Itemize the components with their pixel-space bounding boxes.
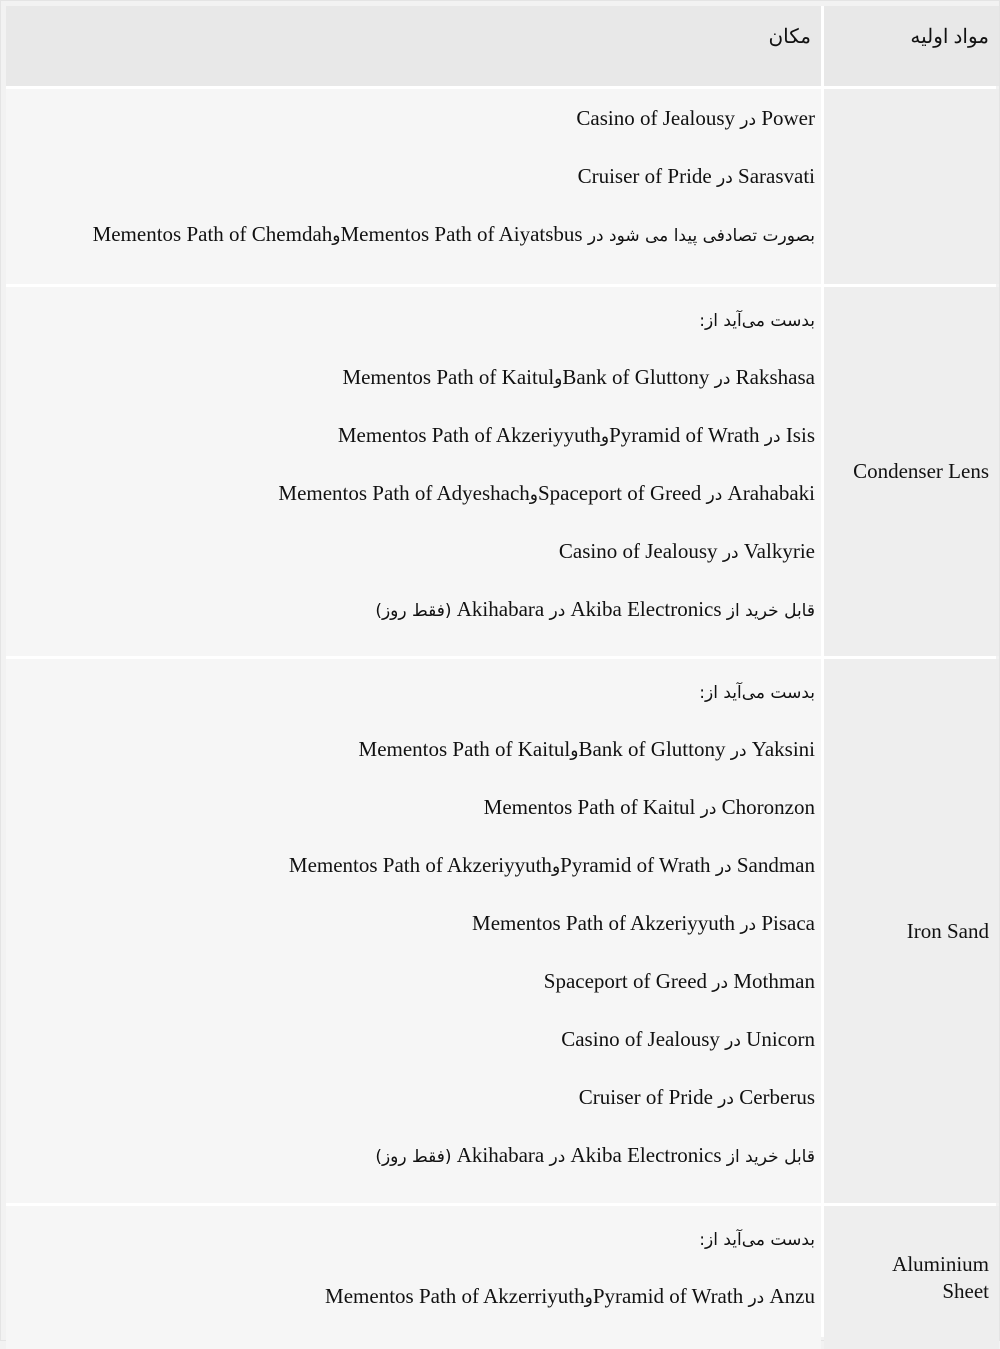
location-name: Spaceport of Greed [543, 969, 708, 993]
location-name: Pyramid of Wrath [560, 853, 711, 877]
persona-name: Rakshasa [735, 365, 815, 389]
store-name: Akiba Electronics [570, 1143, 722, 1167]
location-cell-row-1 [6, 287, 821, 656]
material-name: Condenser Lens [853, 459, 989, 483]
location-cell-row-3 [6, 1206, 821, 1349]
obtained-from-label [6, 676, 815, 706]
materials-table [6, 6, 996, 1337]
word-va: و [332, 226, 341, 246]
location-name: Mementos Path of Kaitul [358, 737, 571, 761]
header-material-label: مواد اولیه [910, 26, 989, 48]
location-name: Mementos Path of Akzeriyyuth [472, 911, 736, 935]
location-line [6, 420, 815, 450]
header-location-cell [6, 6, 821, 86]
intro-text: بدست می‌آید از: [699, 311, 815, 331]
word-va: و [554, 369, 563, 389]
purchasable-from-text: قابل خرید از [726, 601, 815, 621]
material-cell-row-1 [824, 287, 999, 656]
word-dar: در [764, 427, 781, 447]
location-line [6, 734, 815, 764]
location-name: Mementos Path of Chemdah [92, 222, 333, 246]
day-only-note: (فقط روز) [375, 1147, 452, 1167]
persona-name: Power [761, 106, 815, 130]
location-name: Pyramid of Wrath [609, 423, 760, 447]
location-cell-row-2 [6, 659, 821, 1203]
word-dar: در [716, 168, 733, 188]
word-dar: در [740, 915, 757, 935]
location-line [6, 219, 815, 249]
word-dar: در [706, 485, 723, 505]
word-dar: در [730, 741, 747, 761]
word-va: و [551, 857, 561, 877]
shop-line [6, 594, 815, 624]
location-name: Mementos Path of Kaitul [483, 795, 696, 819]
material-name: Iron Sand [906, 918, 989, 943]
material-name [892, 1251, 989, 1305]
header-location-label: مکان [768, 26, 811, 48]
word-dar: در [715, 857, 732, 877]
word-va: و [600, 427, 610, 447]
word-dar: در [748, 1288, 765, 1308]
area-name: Akihabara [456, 597, 545, 621]
word-dar: در [718, 1089, 734, 1109]
location-line [6, 161, 815, 191]
obtained-from-label [6, 1223, 815, 1253]
word-dar: در [725, 1031, 741, 1051]
location-line [6, 1024, 815, 1054]
header-material-cell [824, 6, 999, 86]
location-name: Bank of Gluttony [562, 365, 710, 389]
random-found-text: بصورت تصادفی پیدا می شود در [587, 226, 815, 246]
location-name: Cruiser of Pride [578, 1085, 713, 1109]
location-line [6, 1082, 815, 1112]
material-cell-row-0 [824, 89, 999, 284]
persona-name: Valkyrie [743, 539, 815, 563]
persona-name: Pisaca [761, 911, 815, 935]
word-dar: در [549, 1147, 566, 1167]
word-dar: در [740, 110, 757, 130]
intro-text: بدست می‌آید از: [699, 683, 815, 703]
location-line [6, 1281, 815, 1311]
location-name: Mementos Path of Akzerriyuth [325, 1284, 585, 1308]
persona-name: Mothman [733, 969, 815, 993]
persona-name: Arahabaki [727, 481, 815, 505]
purchasable-from-text: قابل خرید از [726, 1147, 815, 1167]
persona-name: Sarasvati [738, 164, 815, 188]
word-va: و [570, 741, 579, 761]
material-name-line1: Aluminium [892, 1251, 989, 1276]
location-line [6, 103, 815, 133]
location-line [6, 850, 815, 880]
word-dar: در [700, 799, 717, 819]
persona-name: Isis [785, 423, 815, 447]
location-name: Pyramid of Wrath [592, 1284, 744, 1308]
persona-name: Cerberus [739, 1085, 815, 1109]
word-dar: در [722, 543, 739, 563]
location-name: Mementos Path of Kaitul [342, 365, 555, 389]
word-dar: در [712, 973, 729, 993]
intro-text: بدست می‌آید از: [699, 1230, 815, 1250]
location-name: Mementos Path of Adyeshach [278, 481, 530, 505]
word-va: و [529, 485, 538, 505]
location-line [6, 478, 815, 508]
word-dar: در [714, 369, 731, 389]
material-cell-row-2 [824, 659, 999, 1203]
location-name: Mementos Path of Aiyatsbus [340, 222, 583, 246]
location-line [6, 792, 815, 822]
location-line [6, 362, 815, 392]
location-line [6, 966, 815, 996]
location-name: Bank of Gluttony [578, 737, 726, 761]
word-dar: در [549, 601, 566, 621]
location-name: Casino of Jealousy [558, 539, 718, 563]
day-only-note: (فقط روز) [375, 601, 452, 621]
area-name: Akihabara [456, 1143, 545, 1167]
shop-line [6, 1140, 815, 1170]
location-name: Casino of Jealousy [576, 106, 736, 130]
location-line [6, 536, 815, 566]
location-cell-row-0 [6, 89, 821, 284]
material-name-line2: Sheet [942, 1278, 989, 1303]
location-name: Spaceport of Greed [537, 481, 702, 505]
location-name: Mementos Path of Akzeriyyuth [337, 423, 601, 447]
location-name: Mementos Path of Akzeriyyuth [288, 853, 552, 877]
location-name: Cruiser of Pride [577, 164, 712, 188]
persona-name: Anzu [769, 1284, 815, 1308]
word-va: و [584, 1288, 593, 1308]
persona-name: Yaksini [751, 737, 815, 761]
persona-name: Sandman [736, 853, 815, 877]
store-name: Akiba Electronics [570, 597, 722, 621]
obtained-from-label [6, 304, 815, 334]
persona-name: Choronzon [721, 795, 815, 819]
persona-name: Unicorn [746, 1027, 815, 1051]
material-cell-row-3 [824, 1206, 999, 1349]
location-name: Casino of Jealousy [561, 1027, 720, 1051]
location-line [6, 908, 815, 938]
